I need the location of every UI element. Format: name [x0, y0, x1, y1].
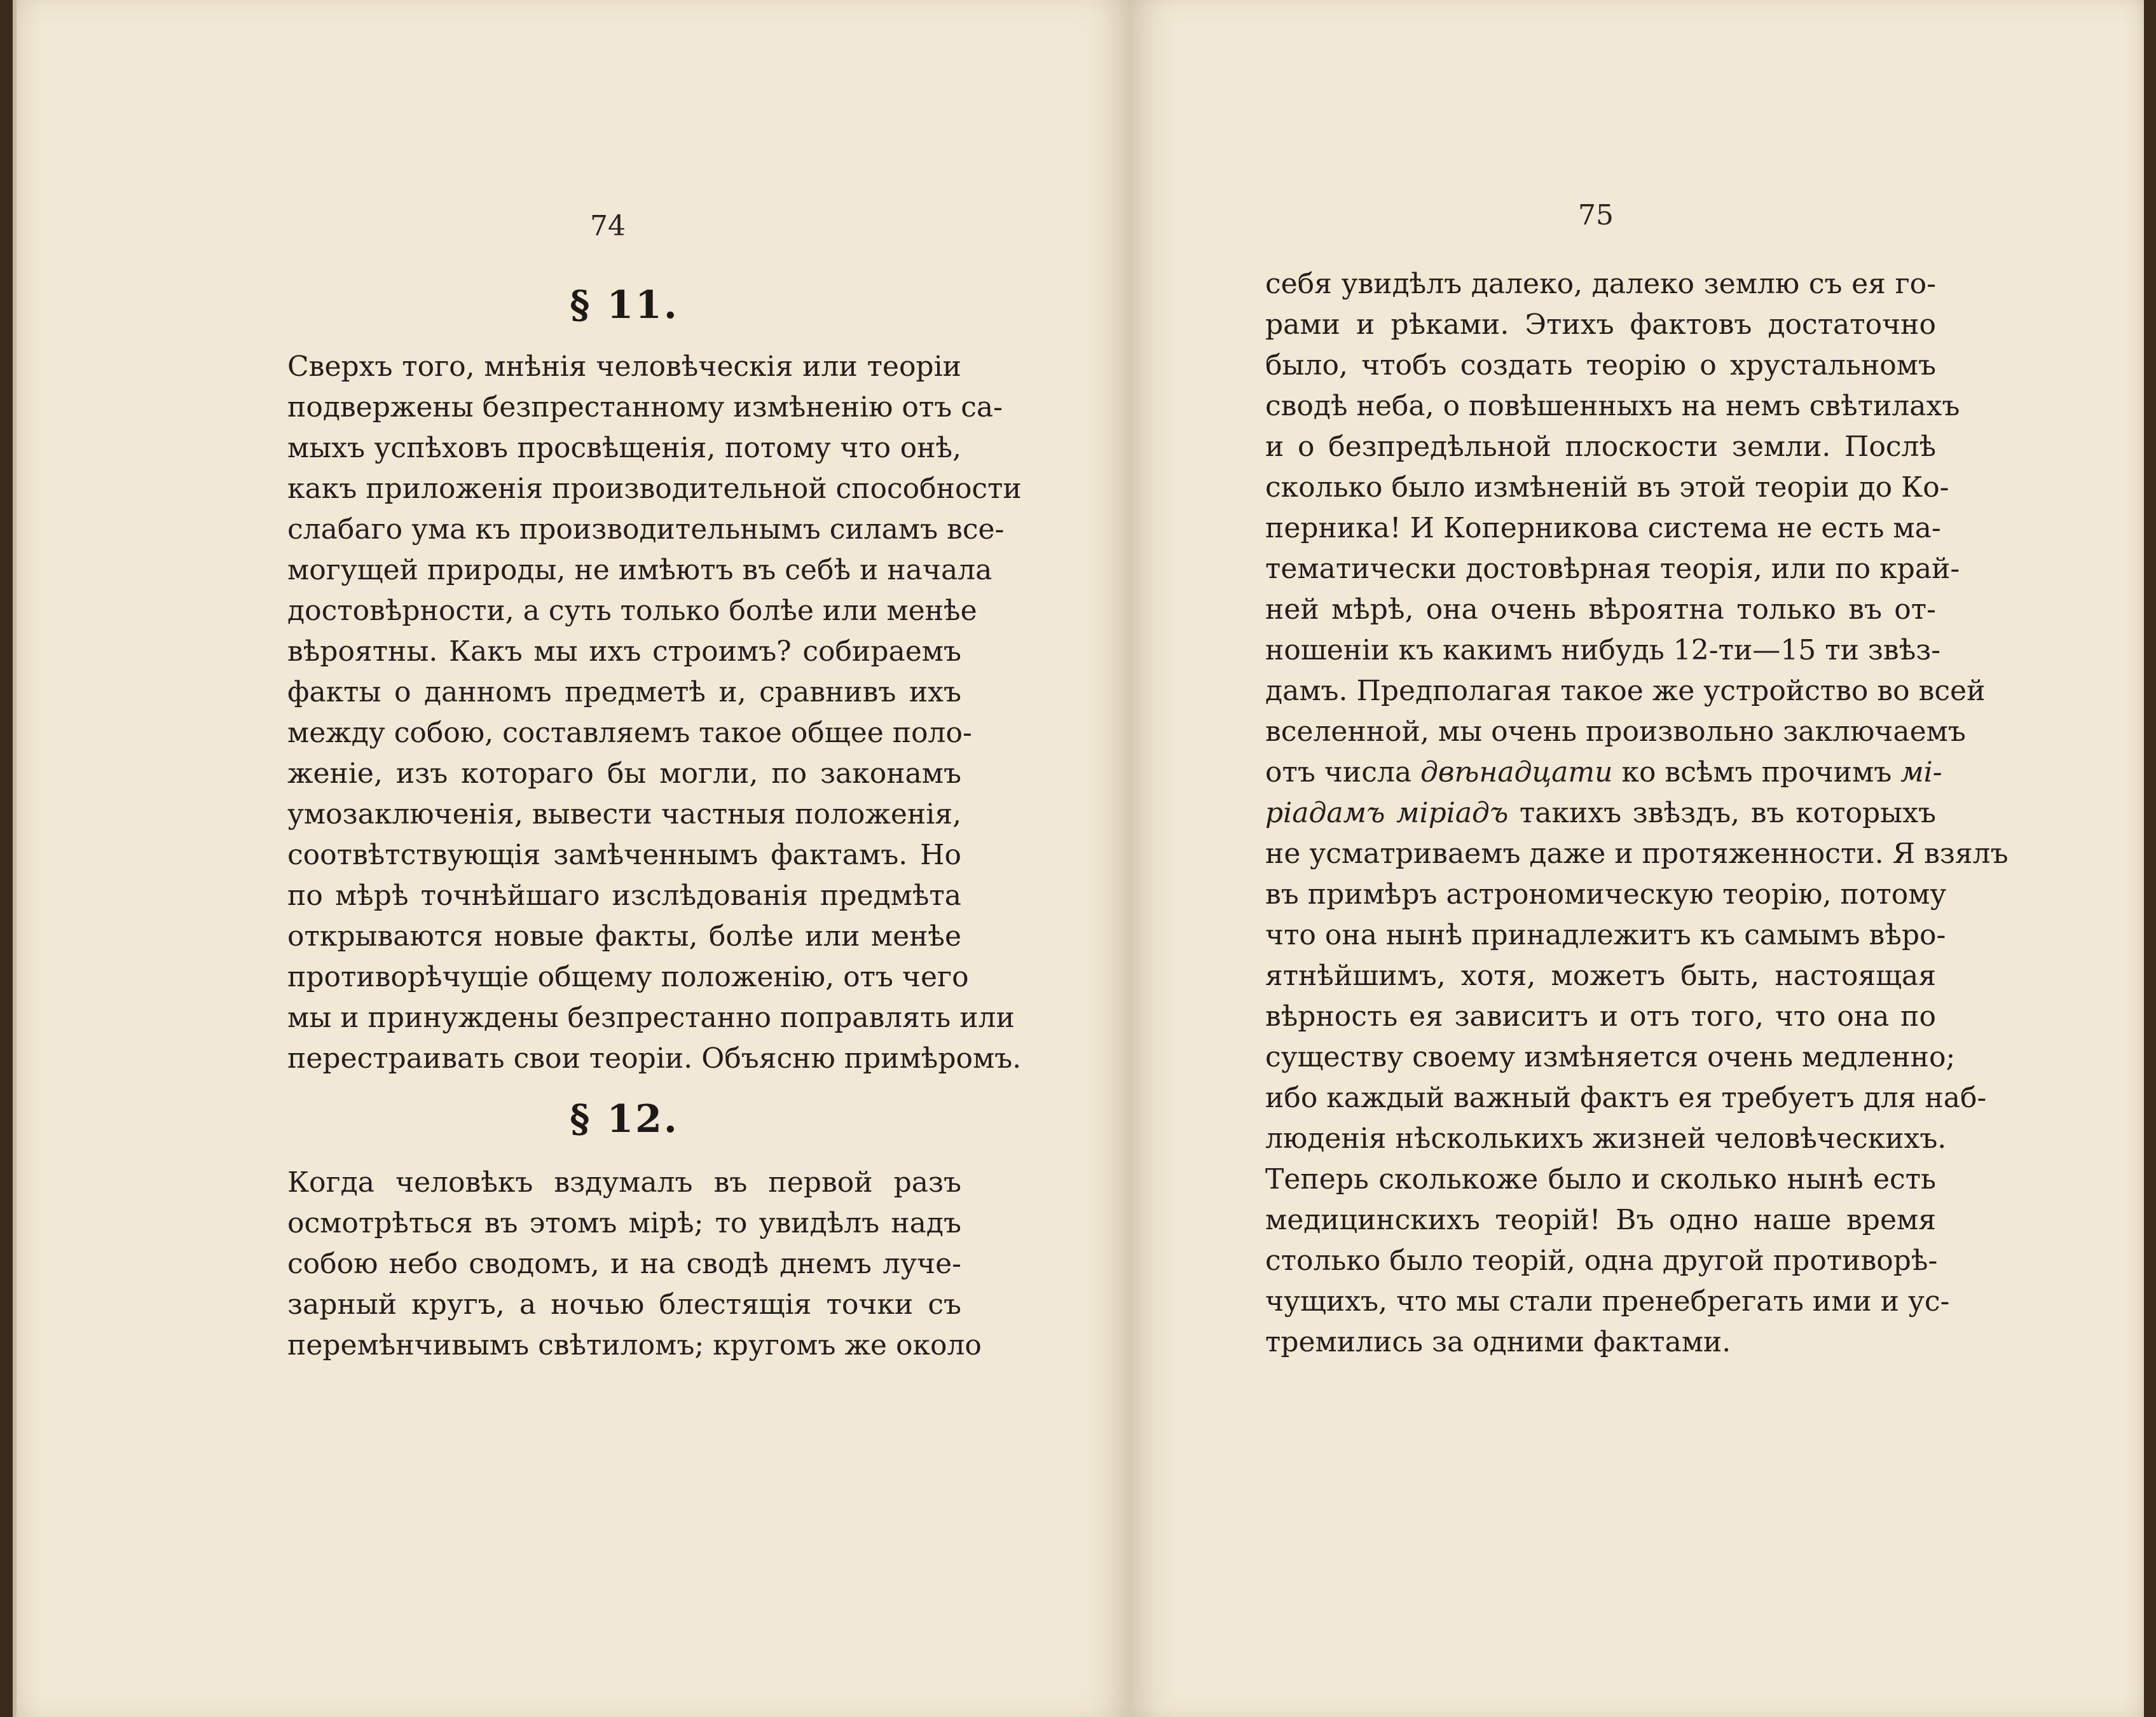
text-line: подвержены безпрестанному измѣненію отъ са-	[287, 391, 1003, 424]
text-line: перника! И Коперникова система не есть ма-	[1265, 512, 1941, 544]
text-line: ношеніи къ какимъ нибудь 12-ти—15 ти звѣз-	[1265, 634, 1941, 666]
text-line: вѣроятны. Какъ мы ихъ строимъ? собираемъ	[287, 635, 961, 668]
left-page	[13, 0, 1130, 1717]
text-line: могущей природы, не имѣютъ въ себѣ и начала	[287, 554, 992, 586]
text-line: не усматриваемъ даже и протяженности. Я взялъ	[1265, 838, 2008, 870]
text-line: открываются новые факты, болѣе или менѣе	[287, 920, 961, 953]
text-line: зарный кругъ, а ночью блестящія точки съ	[287, 1288, 961, 1321]
text-line: и о безпредѣльной плоскости земли. Послѣ	[1265, 431, 1936, 463]
right-page	[1130, 0, 2144, 1717]
text-line: въ примѣръ астрономическую теорію, потому	[1265, 878, 1947, 911]
text-line: противорѣчущіе общему положенію, отъ чего	[287, 961, 969, 993]
text-line: существу своему измѣняется очень медленно;	[1265, 1041, 1956, 1073]
text-line: ибо каждый важный фактъ ея требуетъ для наб-	[1265, 1082, 1987, 1114]
text-line: Когда человѣкъ вздумалъ въ первой разъ	[287, 1166, 961, 1199]
page-number-right: 75	[1578, 199, 1614, 231]
text-line: вселенной, мы очень произвольно заключаемъ	[1265, 715, 1966, 748]
text-line	[1265, 756, 1942, 789]
italic-word: ріадамъ міріадъ	[1265, 797, 1509, 829]
text-line: столько было теорій, одна другой противорѣ-	[1265, 1245, 1938, 1277]
text-line: чущихъ, что мы стали пренебрегать ими и ус-	[1265, 1285, 1950, 1318]
text-line: сводѣ неба, о повѣшенныхъ на немъ свѣтилахъ	[1265, 390, 1960, 422]
text-line: женіе, изъ котораго бы могли, по законамъ	[287, 757, 961, 790]
text-line: тематически достовѣрная теорія, или по край-	[1265, 553, 1960, 585]
page-number-left: 74	[590, 210, 626, 242]
text-line: Теперь сколькоже было и сколько нынѣ есть	[1265, 1163, 1936, 1196]
text-line: было, чтобъ создать теорію о хрустальномъ	[1265, 349, 1936, 382]
text-line: дамъ. Предполагая такое же устройство во всей	[1265, 675, 1986, 707]
text-line: слабаго ума къ производительнымъ силамъ все-	[287, 513, 1005, 546]
text-line: факты о данномъ предметѣ и, сравнивъ ихъ	[287, 676, 961, 708]
text-line: достовѣрности, а суть только болѣе или менѣе	[287, 595, 977, 627]
text-line	[1265, 799, 1936, 827]
text-line: сколько было измѣненій въ этой теоріи до Ко-	[1265, 471, 1949, 504]
text-line: собою небо сводомъ, и на сводѣ днемъ луче-	[287, 1248, 961, 1280]
text-line: люденія нѣсколькихъ жизней человѣческихъ.	[1265, 1122, 1947, 1155]
text-line: умозаключенія, вывести частныя положенія,	[287, 798, 962, 831]
text-line: ятнѣйшимъ, хотя, можетъ быть, настоящая	[1265, 960, 1936, 992]
text-line: соотвѣтствующія замѣченнымъ фактамъ. Но	[287, 839, 961, 871]
italic-word: двѣнадцати	[1420, 756, 1613, 789]
text-line: перемѣнчивымъ свѣтиломъ; кругомъ же около	[287, 1329, 982, 1362]
text-line: тремились за одними фактами.	[1265, 1326, 1731, 1358]
text-line: мы и принуждены безпрестанно поправлять или	[287, 1002, 1015, 1034]
text-run: такихъ звѣздъ, въ которыхъ	[1508, 797, 1937, 829]
text-line: вѣрность ея зависитъ и отъ того, что она по	[1265, 1000, 1936, 1033]
text-run: отъ числа	[1265, 756, 1421, 789]
section-heading-11: § 11.	[570, 283, 679, 328]
section-heading-12: § 12.	[570, 1097, 679, 1141]
text-line: какъ приложенія производительной способности	[287, 472, 1022, 505]
text-line: что она нынѣ принадлежитъ къ самымъ вѣро-	[1265, 919, 1946, 951]
text-line: Сверхъ того, мнѣнія человѣческія или теоріи	[287, 350, 961, 383]
text-line: мыхъ успѣховъ просвѣщенія, потому что онѣ,	[287, 432, 961, 464]
text-run: ко всѣмъ прочимъ	[1612, 756, 1901, 789]
text-line: осмотрѣться въ этомъ мірѣ; то увидѣлъ надъ	[287, 1207, 961, 1239]
text-line: между собою, составляемъ такое общее поло-	[287, 717, 972, 749]
text-line: рами и рѣками. Этихъ фактовъ достаточно	[1265, 308, 1936, 341]
text-line: ней мѣрѣ, она очень вѣроятна только въ от-	[1265, 593, 1936, 626]
text-line: по мѣрѣ точнѣйшаго изслѣдованія предмѣта	[287, 879, 961, 912]
text-line: себя увидѣлъ далеко, далеко землю съ ея го-	[1265, 268, 1936, 300]
text-line: медицинскихъ теорій! Въ одно наше время	[1265, 1204, 1936, 1236]
italic-word: мі-	[1900, 756, 1942, 789]
text-line: перестраивать свои теоріи. Объясню примѣромъ.	[287, 1042, 1022, 1075]
